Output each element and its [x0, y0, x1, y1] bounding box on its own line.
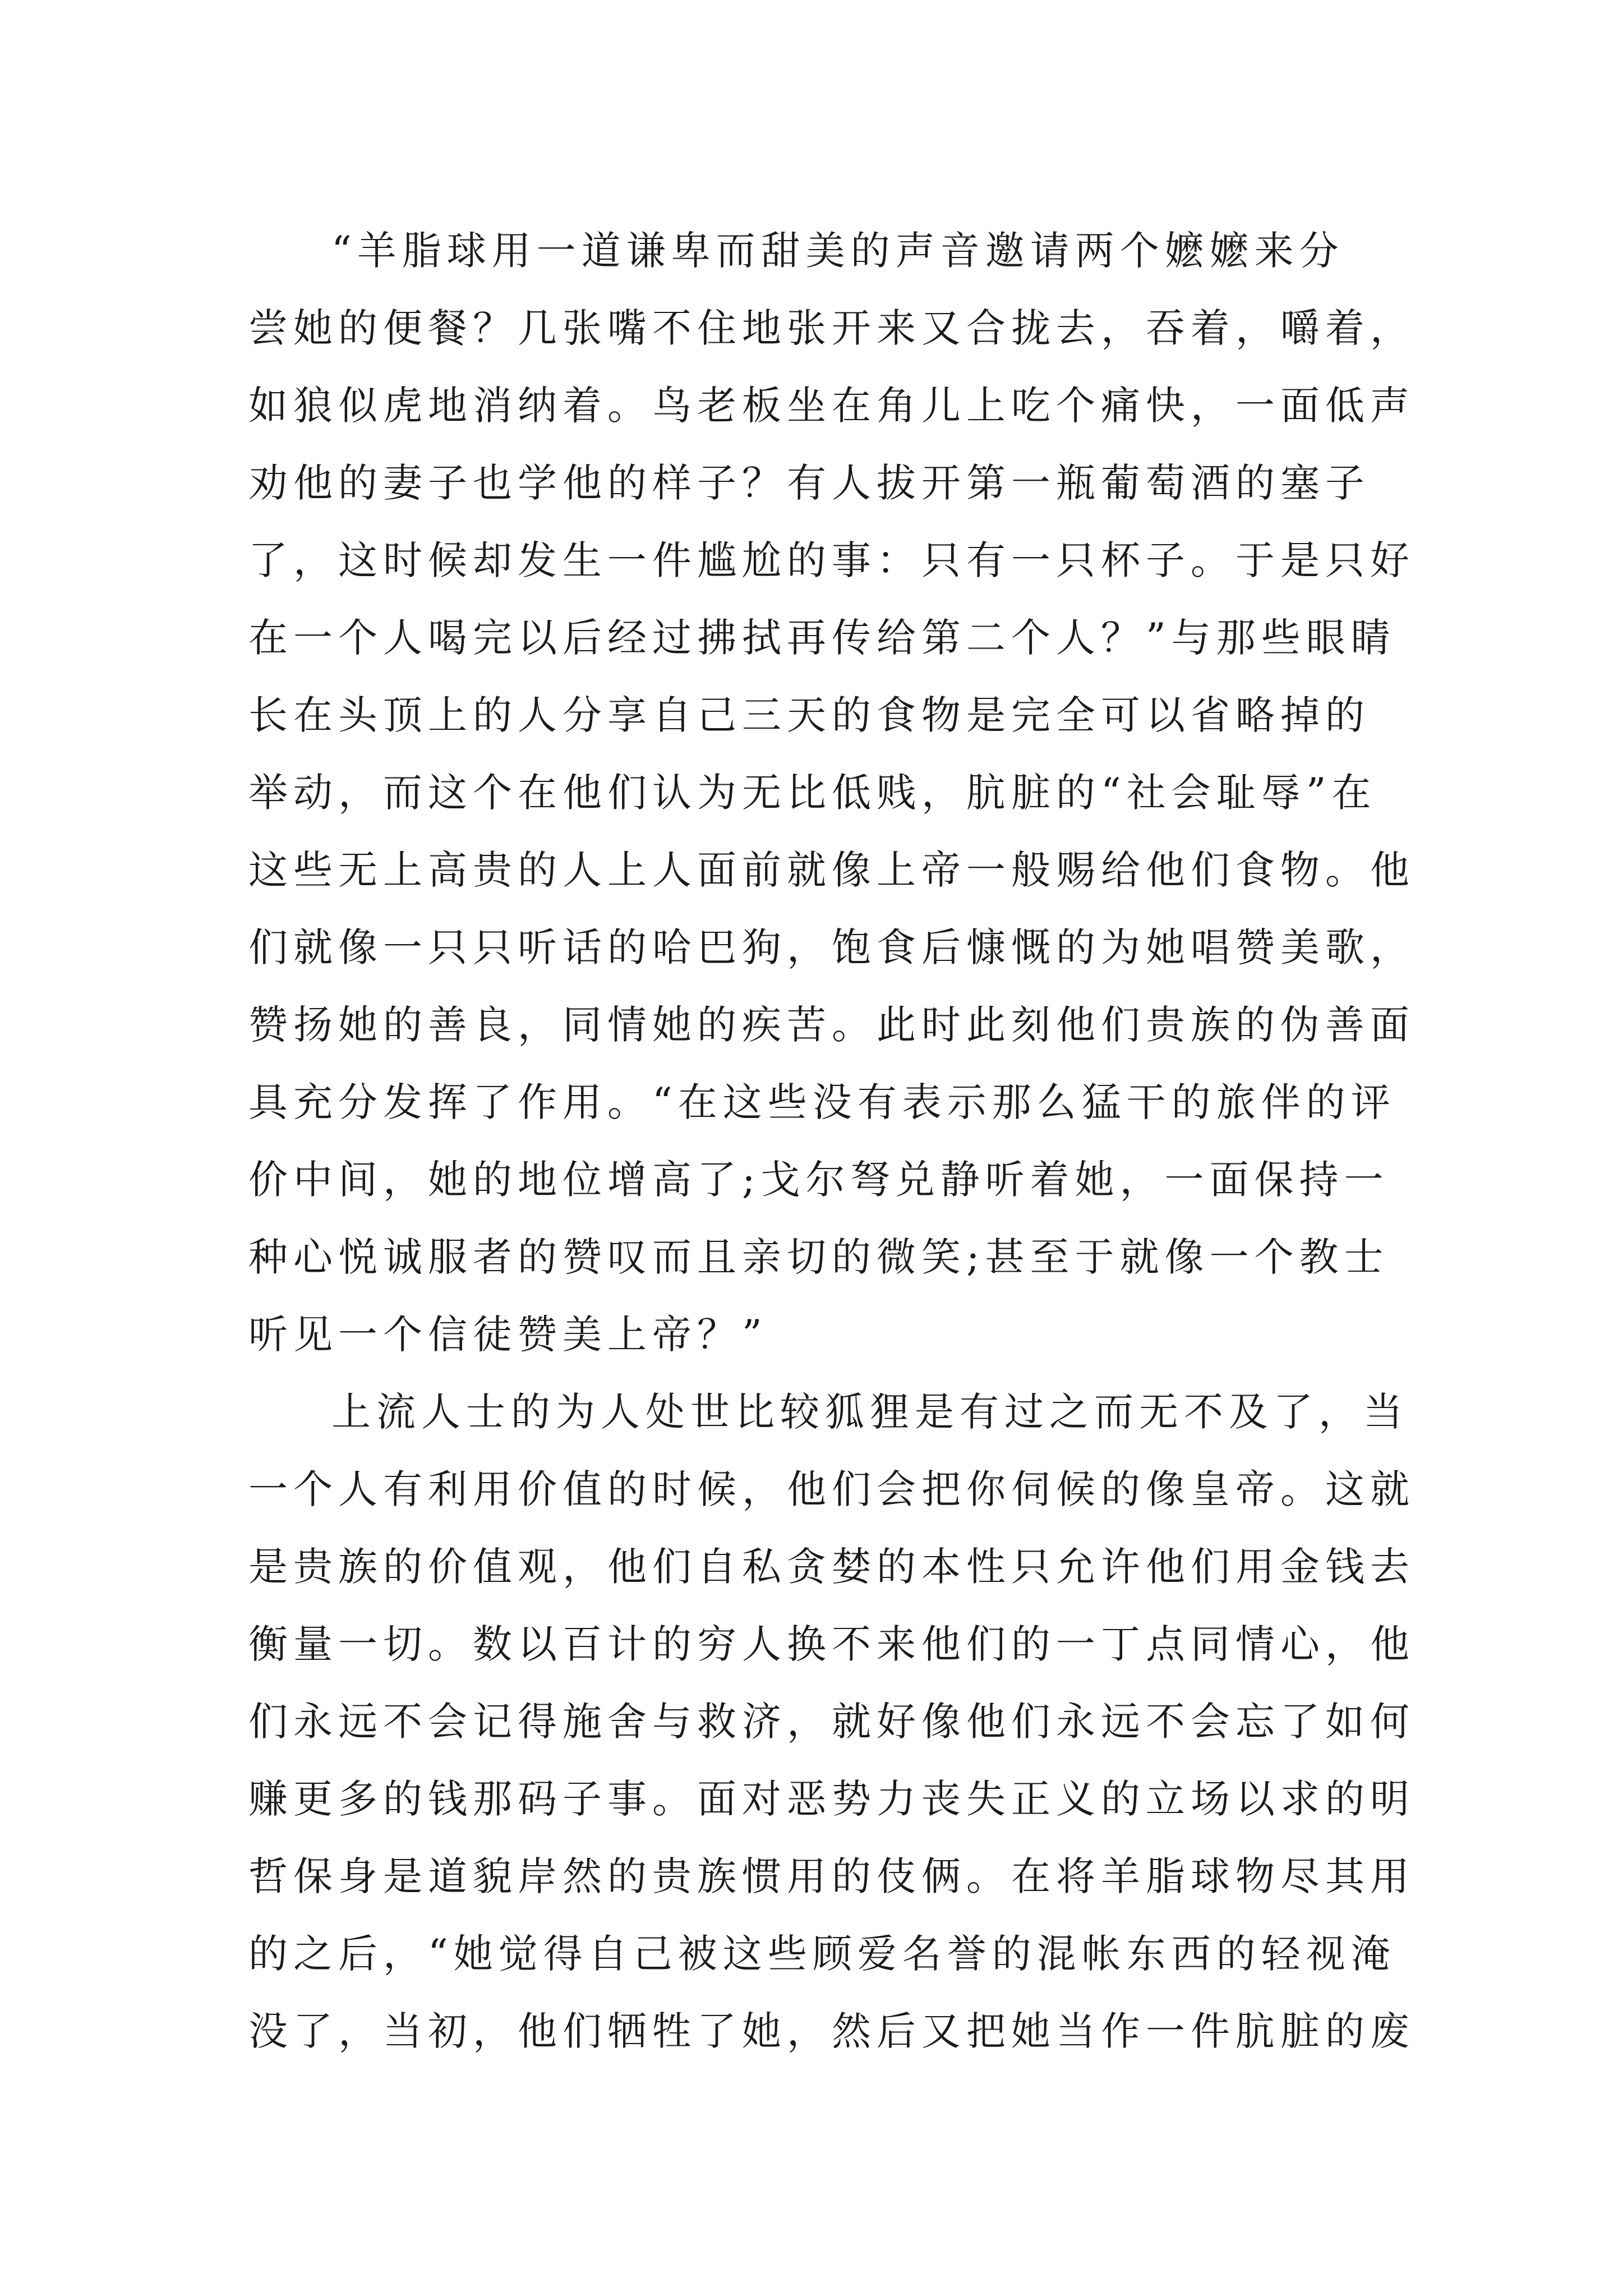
- text-line: 具充分发挥了作用。“在这些没有表示那么猛干的旅伴的评: [248, 1079, 1396, 1125]
- text-line: 价中间，她的地位增高了;戈尔弩兑静听着她，一面保持一: [248, 1157, 1389, 1203]
- text-line: 种心悦诚服者的赞叹而且亲切的微笑;甚至于就像一个教士: [248, 1234, 1389, 1280]
- text-line: 如狼似虎地消纳着。鸟老板坐在角儿上吃个痛快，一面低声: [248, 383, 1415, 429]
- text-line: 赚更多的钱那码子事。面对恶势力丧失正义的立场以求的明: [248, 1776, 1415, 1822]
- text-line: 们永远不会记得施舍与救济，就好像他们永远不会忘了如何: [248, 1699, 1415, 1745]
- text-line: 衡量一切。数以百计的穷人换不来他们的一丁点同情心，他: [248, 1621, 1415, 1667]
- text-line: 没了，当初，他们牺牲了她，然后又把她当作一件肮脏的废: [248, 2008, 1415, 2054]
- text-line: 在一个人喝完以后经过拂拭再传给第二个人？”与那些眼睛: [248, 615, 1396, 661]
- text-line: 一个人有利用价值的时候，他们会把你伺候的像皇帝。这就: [248, 1466, 1415, 1512]
- text-line: “羊脂球用一道谦卑而甜美的声音邀请两个嬷嬷来分: [331, 228, 1344, 274]
- text-line: 上流人士的为人处世比较狐狸是有过之而无不及了，当: [331, 1389, 1408, 1435]
- text-line: 尝她的便餐？几张嘴不住地张开来又合拢去，吞着，嚼着，: [248, 305, 1415, 351]
- text-line: 听见一个信徒赞美上帝？”: [248, 1312, 768, 1358]
- text-line: 了，这时候却发生一件尴尬的事：只有一只杯子。于是只好: [248, 537, 1415, 583]
- text-line: 是贵族的价值观，他们自私贪婪的本性只允许他们用金钱去: [248, 1544, 1415, 1590]
- text-line: 举动，而这个在他们认为无比低贱，肮脏的“社会耻辱”在: [248, 770, 1377, 816]
- text-line: 的之后，“她觉得自己被这些顾爱名誉的混帐东西的轻视淹: [248, 1931, 1396, 1977]
- text-line: 赞扬她的善良，同情她的疾苦。此时此刻他们贵族的伪善面: [248, 1002, 1415, 1048]
- text-line: 长在头顶上的人分享自己三天的食物是完全可以省略掉的: [248, 692, 1370, 738]
- text-line: 劝他的妻子也学他的样子？有人拔开第一瓶葡萄酒的塞子: [248, 460, 1370, 506]
- text-line: 这些无上高贵的人上人面前就像上帝一般赐给他们食物。他: [248, 847, 1415, 893]
- text-line: 哲保身是道貌岸然的贵族惯用的伎俩。在将羊脂球物尽其用: [248, 1853, 1415, 1899]
- paragraph-1: [248, 212, 1415, 1373]
- text-line: 们就像一只只听话的哈巴狗，饱食后慷慨的为她唱赞美歌，: [248, 924, 1415, 970]
- body-text: [248, 212, 1415, 2070]
- paragraph-2: [248, 1373, 1415, 2070]
